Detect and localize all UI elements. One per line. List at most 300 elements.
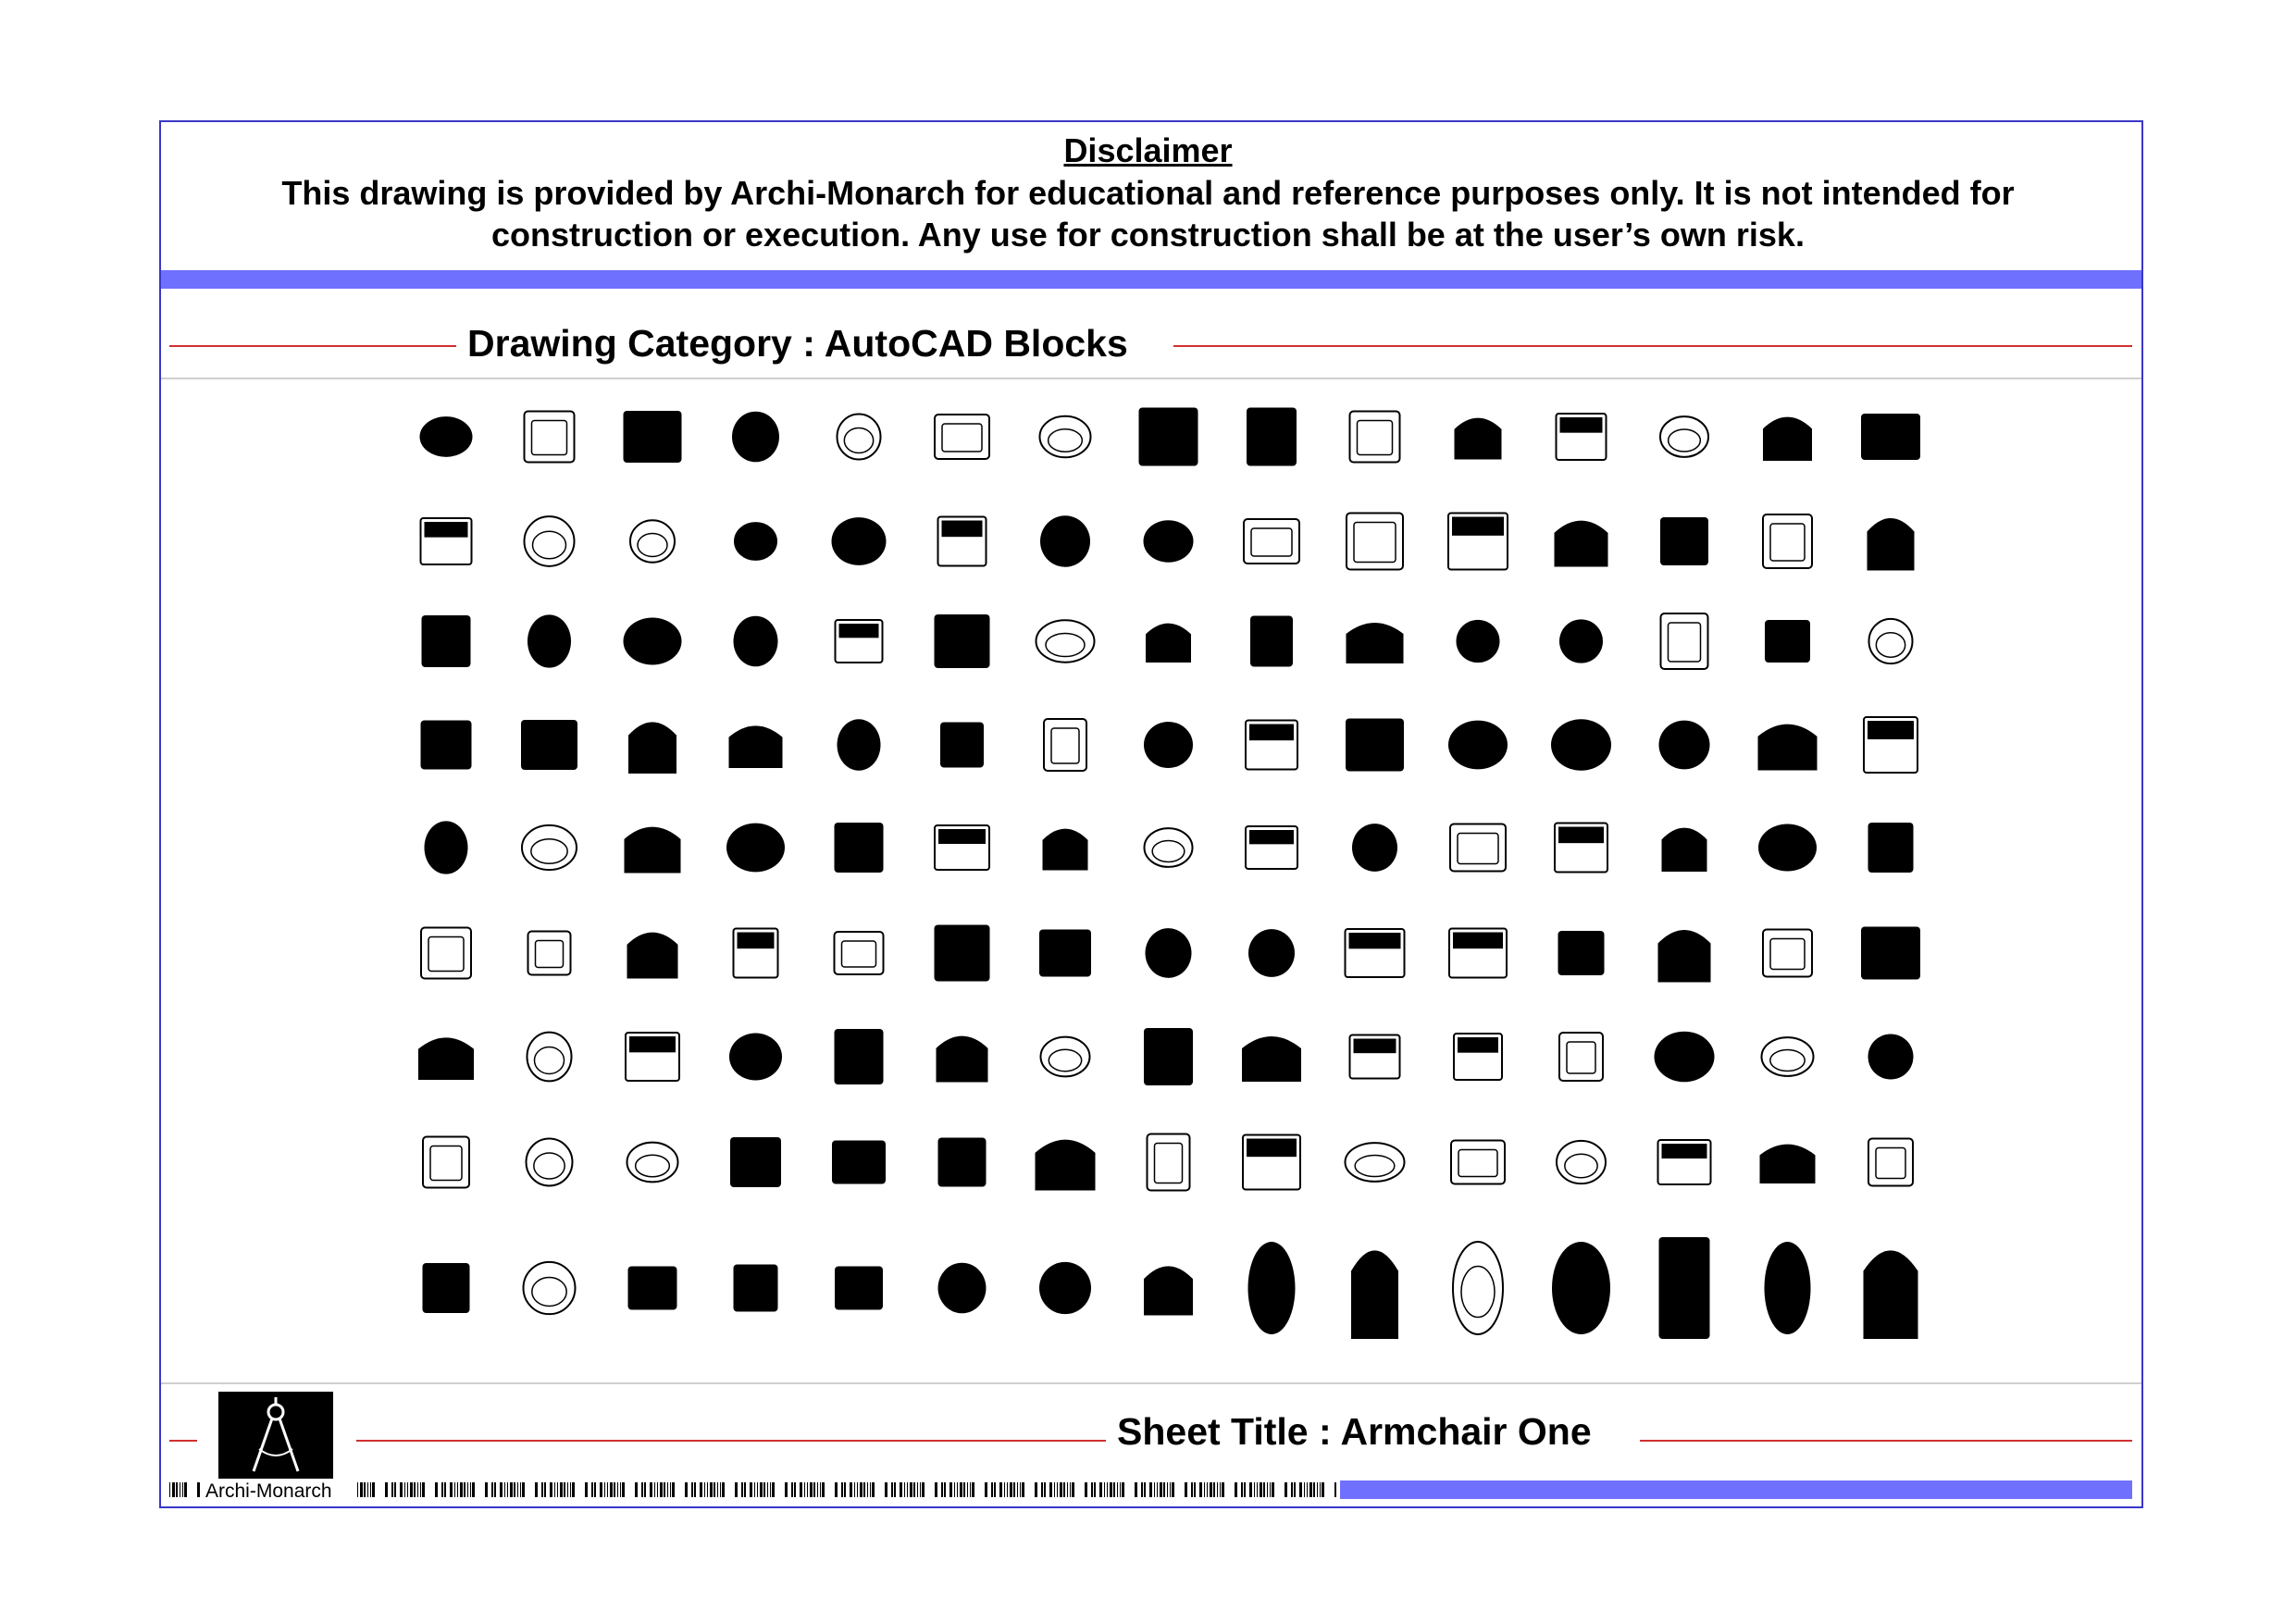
barcode-bar xyxy=(770,1482,771,1497)
armchair-block-icon xyxy=(1248,1242,1296,1334)
barcode-bar xyxy=(1122,1482,1124,1497)
barcode-bar xyxy=(1070,1482,1071,1497)
barcode-bar xyxy=(1044,1482,1046,1497)
armchair-block-icon xyxy=(734,1265,778,1312)
bottom-band xyxy=(1340,1481,2132,1499)
barcode-bar xyxy=(364,1482,366,1497)
armchair-block-icon xyxy=(1868,823,1914,873)
armchair-block-icon xyxy=(1448,721,1508,770)
armchair-block-icon xyxy=(1036,1140,1096,1191)
barcode-bar xyxy=(404,1482,405,1497)
barcode-bar xyxy=(970,1482,971,1497)
barcode-bar xyxy=(176,1482,178,1497)
armchair-block-icon xyxy=(1043,829,1088,871)
barcode-bar xyxy=(1099,1482,1102,1497)
barcode-bar xyxy=(1320,1482,1321,1497)
armchair-block-icon xyxy=(1864,717,1917,773)
barcode-bar xyxy=(585,1482,588,1497)
barcode-bar xyxy=(1149,1482,1152,1497)
barcode-bar xyxy=(785,1482,788,1497)
barcode-bar xyxy=(1272,1482,1274,1497)
barcode-bar xyxy=(410,1482,413,1497)
barcode-bar xyxy=(1091,1482,1093,1497)
armchair-block-icon xyxy=(1346,1143,1405,1182)
barcode-bar xyxy=(767,1482,768,1497)
barcode-bar xyxy=(694,1482,696,1497)
barcode-bar xyxy=(941,1482,943,1497)
barcode-bar xyxy=(460,1482,463,1497)
barcode-bar xyxy=(860,1482,863,1497)
armchair-block-icon xyxy=(938,1263,987,1314)
armchair-block-icon xyxy=(1246,721,1297,770)
barcode-bar xyxy=(1072,1482,1074,1497)
barcode-bar xyxy=(472,1482,475,1497)
armchair-block-icon xyxy=(527,1033,572,1082)
barcode-strip xyxy=(357,1482,1336,1497)
armchair-block-icon xyxy=(1659,1237,1710,1339)
armchair-block-icon xyxy=(832,517,887,565)
barcode-bar xyxy=(1054,1482,1055,1497)
armchair-block-icon xyxy=(1868,518,1915,571)
armchair-block-icon xyxy=(525,516,575,566)
armchair-block-icon xyxy=(1449,929,1507,978)
barcode-bar xyxy=(1244,1482,1246,1497)
barcode-bar xyxy=(614,1482,615,1497)
barcode-bar xyxy=(635,1482,638,1497)
armchair-block-icon xyxy=(1552,1242,1610,1334)
armchair-block-icon xyxy=(935,825,989,870)
barcode-bar xyxy=(867,1482,868,1497)
armchair-block-icon xyxy=(1040,515,1090,566)
barcode-bar xyxy=(1249,1482,1252,1497)
armchair-block-icon xyxy=(836,620,883,663)
armchair-block-icon xyxy=(626,1033,679,1081)
barcode-bar xyxy=(1113,1482,1115,1497)
barcode-bar xyxy=(841,1482,843,1497)
barcode-bar xyxy=(857,1482,858,1497)
barcode-bar xyxy=(517,1482,518,1497)
barcode-bar xyxy=(422,1482,425,1497)
barcode-bar xyxy=(807,1482,808,1497)
barcode-bar xyxy=(510,1482,513,1497)
barcode-bar xyxy=(541,1482,543,1497)
barcode-bar xyxy=(872,1482,875,1497)
barcode-bar xyxy=(1291,1482,1293,1497)
barcode-bar xyxy=(1309,1482,1312,1497)
armchair-block-icon xyxy=(1346,929,1405,977)
barcode-bar xyxy=(1220,1482,1221,1497)
barcode-bar xyxy=(467,1482,468,1497)
barcode-bar xyxy=(591,1482,593,1497)
armchair-block-icon xyxy=(1551,719,1611,770)
barcode-bar xyxy=(707,1482,708,1497)
barcode-bar xyxy=(994,1482,996,1497)
barcode-bar xyxy=(1041,1482,1043,1497)
barcode-bar xyxy=(870,1482,871,1497)
barcode-bar xyxy=(435,1482,438,1497)
barcode-bar xyxy=(672,1482,675,1497)
barcode-bar xyxy=(1085,1482,1087,1497)
disclaimer-text: This drawing is provided by Archi-Monarch for educational and reference purposes only. It is not intended for construction or execution. Any use for construction shall be at the user’s own risk. xyxy=(281,174,2015,254)
barcode-bar xyxy=(560,1482,563,1497)
armchair-block-icon xyxy=(1559,619,1603,663)
barcode-bar xyxy=(967,1482,968,1497)
barcode-bar xyxy=(885,1482,887,1497)
barcode-bar xyxy=(1067,1482,1068,1497)
armchair-block-icon xyxy=(1144,1028,1193,1085)
barcode-bar xyxy=(1241,1482,1243,1497)
armchair-block-icon xyxy=(1661,613,1708,669)
barcode-bar xyxy=(1157,1482,1158,1497)
barcode-bar xyxy=(554,1482,555,1497)
armchair-block-icon xyxy=(1352,824,1397,872)
armchair-block-icon xyxy=(1145,828,1193,867)
barcode-bar xyxy=(757,1482,758,1497)
armchair-block-icon xyxy=(628,1267,677,1310)
barcode-bar xyxy=(1304,1482,1305,1497)
barcode-bar xyxy=(763,1482,765,1497)
barcode-bar xyxy=(610,1482,613,1497)
barcode-bar xyxy=(960,1482,962,1497)
barcode-bar xyxy=(414,1482,416,1497)
armchair-block-icon xyxy=(1453,1242,1503,1334)
armchair-block-icon xyxy=(1146,624,1191,663)
barcode-bar xyxy=(907,1482,908,1497)
barcode-bar xyxy=(1141,1482,1143,1497)
armchair-block-icon xyxy=(1351,1250,1398,1339)
armchair-block-icon xyxy=(1036,620,1095,662)
armchair-block-icon xyxy=(527,614,571,667)
armchair-block-icon xyxy=(420,416,473,457)
armchair-block-icon xyxy=(628,722,676,774)
barcode-bar xyxy=(999,1482,1002,1497)
armchair-block-icon xyxy=(1041,1037,1090,1077)
armchair-block-icon xyxy=(1658,1140,1711,1184)
barcode-bar xyxy=(557,1482,558,1497)
armchair-block-icon xyxy=(1662,828,1707,872)
barcode-bar xyxy=(500,1482,503,1497)
barcode-bar xyxy=(641,1482,643,1497)
barcode-bar xyxy=(1307,1482,1308,1497)
sheet-rule-right xyxy=(1640,1440,2132,1442)
barcode-bar xyxy=(1185,1482,1187,1497)
armchair-block-icon xyxy=(1659,721,1710,770)
armchair-block-icon xyxy=(625,827,681,873)
armchair-block-icon xyxy=(1450,824,1506,872)
armchair-block-icon xyxy=(624,618,682,665)
barcode-bar xyxy=(714,1482,715,1497)
barcode-bar xyxy=(1267,1482,1268,1497)
barcode-bar xyxy=(420,1482,421,1497)
barcode-bar xyxy=(570,1482,571,1497)
barcode-bar xyxy=(1120,1482,1121,1497)
armchair-block-icon xyxy=(1763,417,1812,461)
barcode-bar xyxy=(1191,1482,1193,1497)
barcode-bar xyxy=(600,1482,602,1497)
armchair-block-icon xyxy=(1765,620,1810,663)
armchair-block-icon xyxy=(1144,722,1193,768)
barcode-bar xyxy=(357,1482,358,1497)
armchair-block-icon xyxy=(835,823,884,873)
barcode-bar xyxy=(1270,1482,1271,1497)
barcode-bar xyxy=(804,1482,805,1497)
armchair-block-icon xyxy=(835,1267,883,1310)
barcode-bar xyxy=(564,1482,565,1497)
barcode-bar xyxy=(700,1482,702,1497)
armchair-block-icon xyxy=(423,1263,470,1313)
barcode-bar xyxy=(197,1482,200,1497)
barcode-bar xyxy=(991,1482,993,1497)
disclaimer-title: Disclaimer xyxy=(1063,131,1233,169)
barcode-bar xyxy=(1334,1482,1336,1497)
armchair-block-icon xyxy=(726,824,785,873)
barcode-bar xyxy=(972,1482,974,1497)
armchair-block-icon xyxy=(1758,824,1817,872)
barcode-bar xyxy=(1163,1482,1165,1497)
barcode-bar xyxy=(863,1482,865,1497)
barcode-bar xyxy=(504,1482,505,1497)
armchair-block-icon xyxy=(1869,619,1913,663)
barcode-bar xyxy=(372,1482,375,1497)
barcode-bar xyxy=(1213,1482,1215,1497)
barcode-bar xyxy=(1313,1482,1315,1497)
barcode-bar xyxy=(1322,1482,1324,1497)
sheet-rule-left xyxy=(169,1440,197,1442)
armchair-block-icon xyxy=(1762,1037,1814,1076)
armchair-block-icon xyxy=(627,933,678,979)
barcode-bar xyxy=(1167,1482,1168,1497)
barcode-bar xyxy=(417,1482,418,1497)
armchair-block-icon xyxy=(1246,826,1297,869)
barcode-bar xyxy=(654,1482,655,1497)
armchair-block-icon xyxy=(1760,1145,1816,1183)
barcode-bar xyxy=(750,1482,752,1497)
barcode-bar xyxy=(1094,1482,1096,1497)
barcode-bar xyxy=(735,1482,738,1497)
armchair-block-icon xyxy=(835,1029,884,1084)
barcode-bar xyxy=(169,1482,170,1497)
barcode-bar xyxy=(922,1482,925,1497)
armchair-block-icon xyxy=(1244,519,1299,564)
armchair-block-icon xyxy=(1247,408,1297,466)
barcode-bar xyxy=(644,1482,646,1497)
armchair-block-icon xyxy=(1455,418,1502,460)
barcode-bar xyxy=(1299,1482,1302,1497)
barcode-bar xyxy=(904,1482,905,1497)
armchair-block-icon xyxy=(1868,1139,1913,1186)
armchair-block-icon xyxy=(838,719,881,770)
barcode-bar xyxy=(1199,1482,1202,1497)
barcode-bar xyxy=(360,1482,363,1497)
barcode-bar xyxy=(1017,1482,1018,1497)
barcode-bar xyxy=(1110,1482,1112,1497)
armchair-block-icon xyxy=(527,1139,573,1186)
armchair-block-icon xyxy=(1557,414,1607,460)
barcode-bar xyxy=(444,1482,446,1497)
barcode-bar xyxy=(741,1482,743,1497)
barcode-bar xyxy=(817,1482,818,1497)
barcode-bar xyxy=(754,1482,755,1497)
barcode-bar xyxy=(854,1482,855,1497)
barcode-bar xyxy=(1160,1482,1162,1497)
armchair-block-icon xyxy=(1347,514,1403,570)
barcode-bar xyxy=(367,1482,368,1497)
barcode-bar xyxy=(822,1482,825,1497)
armchair-block-icon xyxy=(1555,521,1608,567)
barcode-bar xyxy=(450,1482,453,1497)
barcode-bar xyxy=(1235,1482,1237,1497)
armchair-block-icon xyxy=(1040,416,1091,458)
armchair-block-icon xyxy=(1039,930,1091,977)
barcode-strip-left xyxy=(169,1482,204,1497)
armchair-block-icon xyxy=(522,825,577,870)
barcode-bar xyxy=(985,1482,987,1497)
barcode-bar xyxy=(1057,1482,1058,1497)
barcode-bar xyxy=(522,1482,525,1497)
barcode-bar xyxy=(917,1482,918,1497)
barcode-bar xyxy=(820,1482,821,1497)
armchair-block-icon xyxy=(1139,408,1198,466)
barcode-bar xyxy=(1010,1482,1012,1497)
barcode-bar xyxy=(935,1482,937,1497)
barcode-bar xyxy=(720,1482,721,1497)
armchair-block-icon xyxy=(1148,1134,1190,1191)
barcode-bar xyxy=(1013,1482,1015,1497)
armchair-block-icon xyxy=(421,721,472,770)
barcode-bar xyxy=(894,1482,896,1497)
barcode-bar xyxy=(660,1482,663,1497)
barcode-bar xyxy=(1117,1482,1118,1497)
armchair-block-icon xyxy=(1864,1250,1918,1339)
logo-caption: Archi-Monarch xyxy=(205,1481,332,1502)
barcode-bar xyxy=(544,1482,546,1497)
barcode-bar xyxy=(1004,1482,1005,1497)
barcode-bar xyxy=(507,1482,508,1497)
barcode-bar xyxy=(954,1482,955,1497)
armchair-block-icon xyxy=(937,1036,988,1083)
barcode-bar xyxy=(910,1482,912,1497)
barcode-bar xyxy=(772,1482,775,1497)
barcode-bar xyxy=(810,1482,813,1497)
barcode-bar xyxy=(620,1482,621,1497)
armchair-block-icon xyxy=(935,614,990,668)
barcode-bar xyxy=(844,1482,846,1497)
barcode-bar xyxy=(184,1482,187,1497)
armchair-block-icon xyxy=(835,932,884,974)
armchair-block-icon xyxy=(525,412,575,463)
barcode-bar xyxy=(1222,1482,1224,1497)
barcode-bar xyxy=(850,1482,852,1497)
barcode-bar xyxy=(650,1482,652,1497)
armchair-block-icon xyxy=(1454,1034,1502,1080)
armchair-block-icon xyxy=(734,616,778,667)
armchair-block-icon xyxy=(1347,623,1404,663)
barcode-bar xyxy=(1104,1482,1105,1497)
barcode-bar xyxy=(1154,1482,1155,1497)
barcode-bar xyxy=(441,1482,443,1497)
barcode-bar xyxy=(572,1482,575,1497)
armchair-block-icon xyxy=(421,928,471,979)
armchair-block-icon xyxy=(832,1141,886,1184)
armchair-block-icon xyxy=(1350,412,1400,463)
armchair-block-icon xyxy=(1559,1033,1603,1081)
barcode-bar xyxy=(794,1482,796,1497)
barcode-bar xyxy=(1020,1482,1021,1497)
armchair-block-icon xyxy=(630,520,675,562)
barcode-bar xyxy=(1210,1482,1212,1497)
armchair-block-icon xyxy=(521,720,577,770)
barcode-bar xyxy=(385,1482,388,1497)
armchair-block-icon xyxy=(423,1137,469,1188)
armchair-block-icon xyxy=(1758,725,1818,771)
barcode-bar xyxy=(944,1482,946,1497)
barcode-bar xyxy=(813,1482,815,1497)
armchair-block-icon xyxy=(1457,620,1500,663)
barcode-bar xyxy=(835,1482,838,1497)
armchair-block-icon xyxy=(425,821,468,873)
barcode-bar xyxy=(1263,1482,1265,1497)
barcode-bar xyxy=(594,1482,596,1497)
barcode-bar xyxy=(670,1482,671,1497)
barcode-bar xyxy=(370,1482,371,1497)
armchair-block-icon xyxy=(729,725,783,768)
armchair-block-icon xyxy=(1868,1034,1914,1079)
barcode-bar xyxy=(485,1482,488,1497)
barcode-bar xyxy=(391,1482,393,1497)
armchair-block-icon xyxy=(421,518,472,564)
barcode-bar xyxy=(710,1482,713,1497)
drawing-category-label: Drawing Category : AutoCAD Blocks xyxy=(467,322,1128,365)
barcode-bar xyxy=(604,1482,605,1497)
armchair-block-icon xyxy=(1248,929,1295,977)
armchair-block-icon xyxy=(422,615,471,667)
barcode-bar xyxy=(550,1482,552,1497)
barcode-bar xyxy=(1217,1482,1218,1497)
armchair-block-icon xyxy=(1243,1135,1300,1190)
barcode-bar xyxy=(1285,1482,1287,1497)
armchair-block-icon xyxy=(1655,1032,1715,1083)
armchair-block-icon xyxy=(1044,719,1086,771)
armchair-block-icon xyxy=(1242,1036,1301,1082)
barcode-bar xyxy=(607,1482,608,1497)
barcode-bar xyxy=(1135,1482,1137,1497)
armchair-block-icon xyxy=(1861,414,1920,460)
barcode-bar xyxy=(664,1482,665,1497)
barcode-bar xyxy=(717,1482,718,1497)
armchair-block-icon xyxy=(938,517,987,566)
barcode-bar xyxy=(182,1482,183,1497)
armchair-block-icon xyxy=(1144,520,1194,562)
barcode-bar xyxy=(685,1482,688,1497)
barcode-bar xyxy=(760,1482,763,1497)
armchair-block-icon xyxy=(732,412,779,463)
sheet-rule-middle xyxy=(356,1440,1106,1442)
compass-icon xyxy=(218,1392,333,1479)
grid-bottom-divider xyxy=(161,1382,2141,1384)
barcode-bar xyxy=(957,1482,958,1497)
armchair-block-icon xyxy=(1350,1035,1400,1079)
barcode-bar xyxy=(949,1482,952,1497)
barcode-bar xyxy=(891,1482,893,1497)
barcode-bar xyxy=(657,1482,658,1497)
armchair-block-icon xyxy=(940,723,984,768)
barcode-bar xyxy=(514,1482,515,1497)
barcode-bar xyxy=(617,1482,618,1497)
armchair-block-icon xyxy=(734,929,778,978)
armchair-block-icon xyxy=(1557,1141,1606,1183)
barcode-bar xyxy=(1254,1482,1255,1497)
armchair-block-icon xyxy=(1448,514,1508,570)
